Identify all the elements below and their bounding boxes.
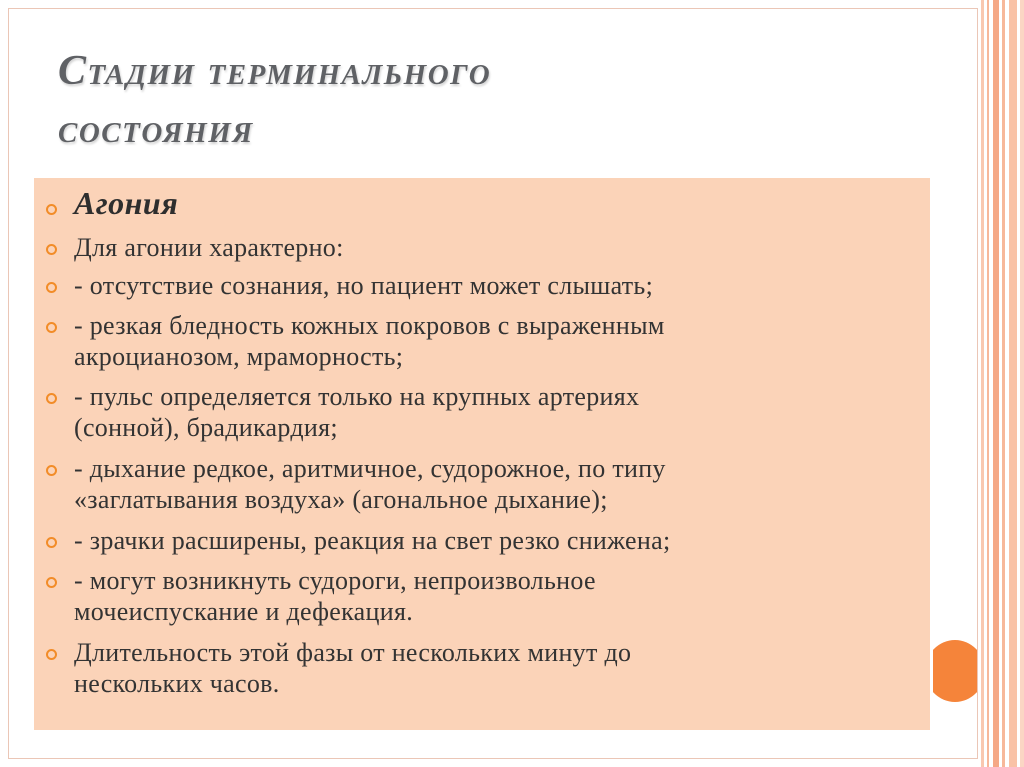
bullet-icon (46, 244, 57, 255)
list-item-text: Длительность этой фазы от нескольких минут до нескольких часов. (74, 638, 632, 698)
bullet-icon (46, 537, 57, 548)
title-line-1: Стадии терминального (58, 48, 492, 94)
list-item-heading: Агония (74, 185, 179, 221)
list-item-text: - могут возникнуть судороги, непроизвольное мочеиспускание и дефекация. (74, 566, 596, 626)
list-item-text: - дыхание редкое, аритмичное, судорожное, по типу «заглатывания воздуха» (агональное дыхание); (74, 454, 666, 514)
decorative-stripes (981, 0, 1024, 767)
list-item-text: - резкая бледность кожных покровов с выраженным акроцианозом, мраморность; (74, 311, 665, 371)
slide-title (58, 42, 491, 158)
content-box (34, 178, 930, 730)
bullet-icon (46, 282, 57, 293)
orange-circle-icon (933, 640, 977, 702)
bullet-icon (46, 322, 57, 333)
list-item-text: Для агонии характерно: (74, 233, 344, 262)
bullet-icon (46, 577, 57, 588)
bullet-icon (46, 465, 57, 476)
bullet-icon (46, 204, 57, 215)
list-item-text: - пульс определяется только на крупных артериях (сонной), брадикардия; (74, 382, 640, 442)
title-line-2: состояния (58, 106, 254, 152)
bullet-icon (46, 393, 57, 404)
list-item-text: - зрачки расширены, реакция на свет резко снижена; (74, 526, 671, 555)
bullet-icon (46, 649, 57, 660)
list-item-text: - отсутствие сознания, но пациент может слышать; (74, 271, 654, 300)
